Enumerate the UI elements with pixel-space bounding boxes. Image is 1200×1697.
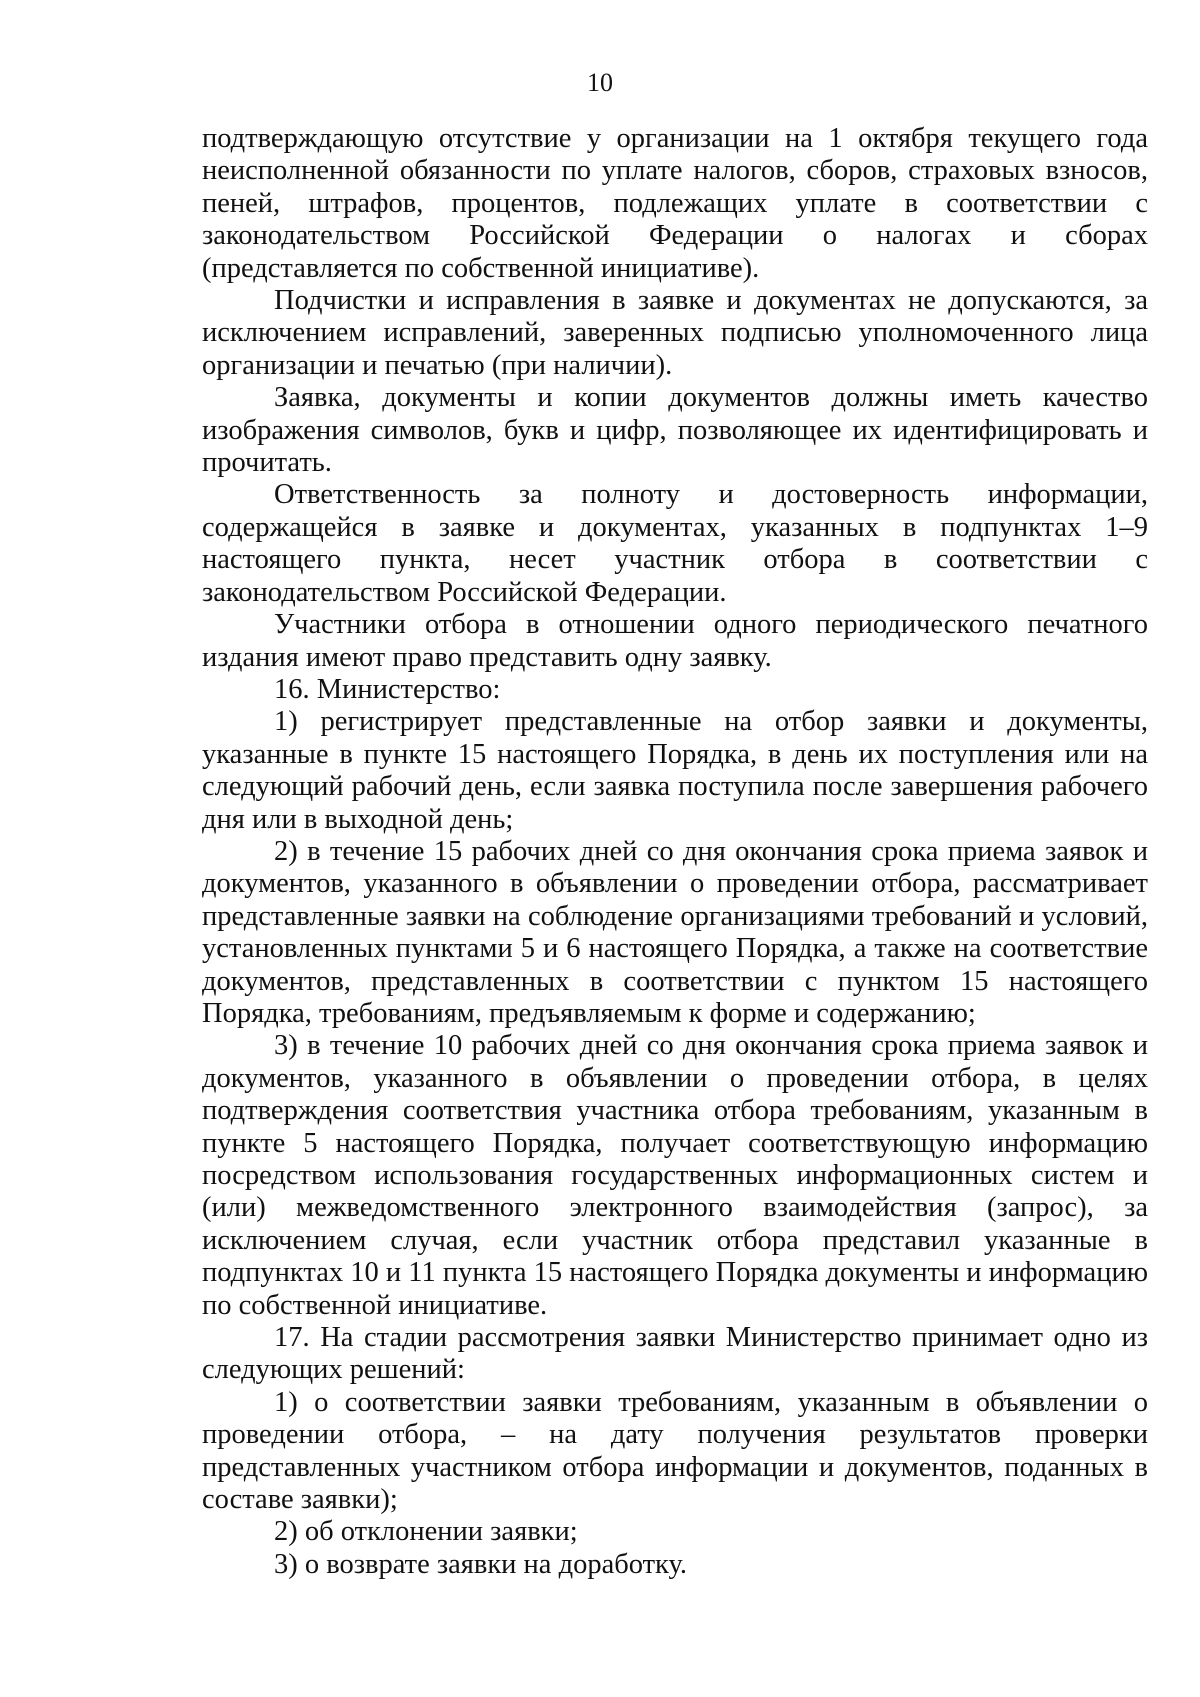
paragraph-quality: Заявка, документы и копии документов должны иметь качество изображения символов, букв и цифр, позволяющее их идентифицировать и прочитать. <box>202 382 1148 479</box>
paragraph-item-16: 16. Министерство: <box>274 673 501 705</box>
paragraph-continuation: подтверждающую отсутствие у организации на 1 октября текущего года неисполненной обязанности по уплате налогов, сборов, страховых взносов, пеней, штрафов, процентов, подлежащих уплате в соответствии с законодательством Российской Федерации о налогах и сборах (представляется по собственной инициативе). <box>202 123 1148 284</box>
paragraph-one-application: Участники отбора в отношении одного периодического печатного издания имеют право представить одну заявку. <box>202 609 1148 673</box>
paragraph-item-16-2: 2) в течение 15 рабочих дней со дня окончания срока приема заявок и документов, указанного в объявлении о проведении отбора, рассматривает представленные заявки на соблюдение организациями требований и условий, установленных пунктами 5 и 6 настоящего Порядка, а также на соответствие документов, представленных в соответствии с пунктом 15 настоящего Порядка, требованиям, предъявляемым к форме и содержанию; <box>202 835 1148 1029</box>
paragraph-responsibility: Ответственность за полноту и достоверность информации, содержащейся в заявке и документах, указанных в подпунктах 1–9 настоящего пункта, несет участник отбора в соответствии с законодательством Российской Федерации. <box>202 479 1148 608</box>
page-number: 10 <box>587 68 613 97</box>
paragraph-item-17-1: 1) о соответствии заявки требованиям, указанным в объявлении о проведении отбора, – на дату получения результатов проверки представленных участником отбора информации и документов, поданных в составе заявки); <box>202 1386 1148 1516</box>
paragraph-item-17: 17. На стадии рассмотрения заявки Министерство принимает одно из следующих решений: <box>202 1322 1148 1386</box>
paragraph-item-16-1: 1) регистрирует представленные на отбор заявки и документы, указанные в пункте 15 настоящего Порядка, в день их поступления или на следующий рабочий день, если заявка поступила после завершения рабочего дня или в выходной день; <box>202 706 1148 835</box>
paragraph-item-17-2: 2) об отклонении заявки; <box>274 1516 578 1548</box>
paragraph-item-16-3: 3) в течение 10 рабочих дней со дня окончания срока приема заявок и документов, указанного в объявлении о проведении отбора, в целях подтверждения соответствия участника отбора требованиям, указанным в пункте 5 настоящего Порядка, получает соответствующую информацию посредством использования государственных информационных систем и (или) межведомственного электронного взаимодействия (запрос), за исключением случая, если участник отбора представил указанные в подпунктах 10 и 11 пункта 15 настоящего Порядка документы и информацию по собственной инициативе. <box>202 1030 1148 1321</box>
document-body <box>202 123 1148 1581</box>
paragraph-item-17-3: 3) о возврате заявки на доработку. <box>274 1548 688 1580</box>
paragraph-corrections: Подчистки и исправления в заявке и документах не допускаются, за исключением исправлений, заверенных подписью уполномоченного лица организации и печатью (при наличии). <box>202 285 1148 381</box>
